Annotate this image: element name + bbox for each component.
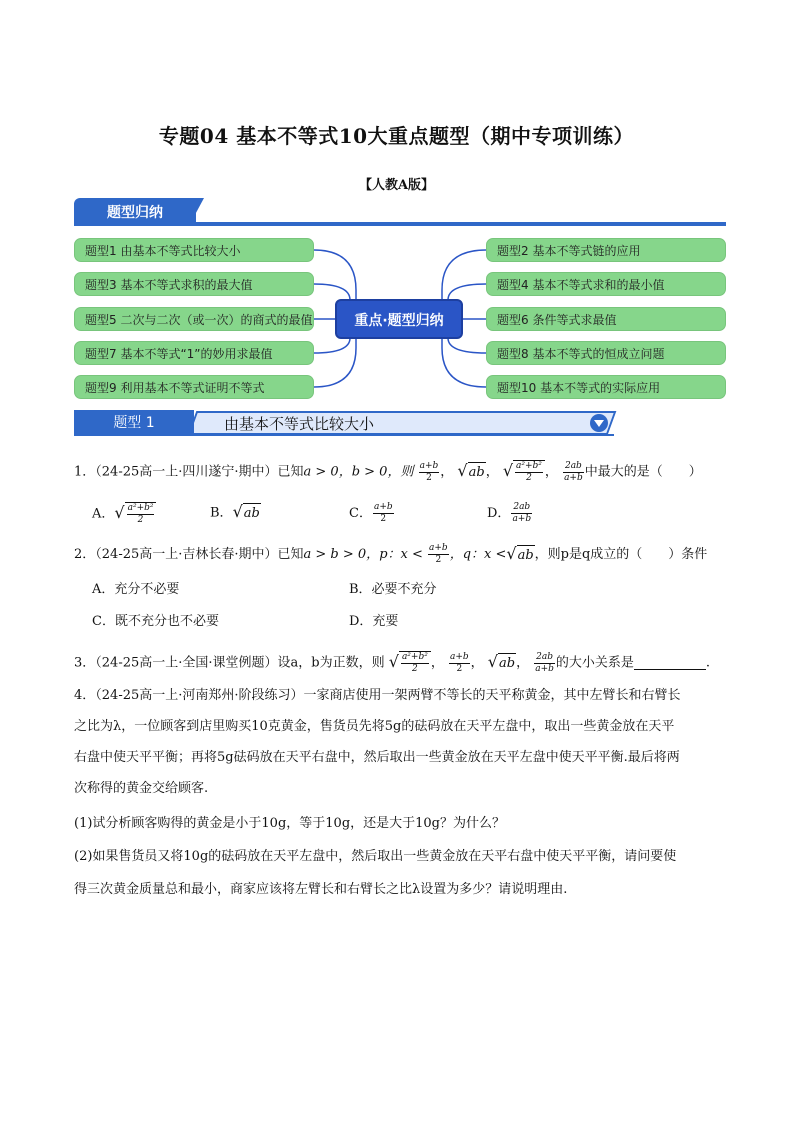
question-3: 3．（24-25高一上·全国·课堂例题）设a，b为正数，则 √ $\frac{\text{a²+b²}}{2}$ ， $\frac{a+b}{2}$ ， √ab， $\frac{2ab}{a+b}$ 的大小关系是 . [74, 651, 711, 674]
question-4-line-2: 之比为λ，一位顾客到店里购买10克黄金，售货员先将5g的砝码放在天平左盘中，取出一些黄金放在天平 [74, 719, 675, 734]
q2-option-b[interactable]: B．必要不充分 [349, 582, 437, 597]
topic-item-4[interactable]: 题型4 基本不等式求和的最小值 [486, 272, 726, 296]
q1-option-a[interactable]: A．√ $\frac{\text{a²+b²}}{2}$ [92, 502, 156, 526]
topic-item-7[interactable]: 题型7 基本不等式“1”的妙用求最值 [74, 341, 314, 365]
page-title: 专题04 基本不等式10大重点题型（期中专项训练） [158, 124, 635, 148]
q2-option-a[interactable]: A．充分不必要 [92, 582, 180, 597]
question-1: 1．（24-25高一上·四川遂宁·期中）已知a > 0，b > 0，则 $\frac{a+b}{2}$ ， √ab， √ $\frac{\text{a²+b²}}{2}$ ， $\frac{2ab}{a+b}$ 中最大的是（ ） [74, 460, 702, 483]
section-header-label: 题型归纳 [107, 205, 163, 221]
chevron-down-icon[interactable] [590, 414, 608, 432]
q1-option-c[interactable]: C． $\frac{a+b}{2}$ [349, 502, 393, 524]
question-4-line-1: 4．（24-25高一上·河南郑州·阶段练习）一家商店使用一架两臂不等长的天平称黄金，其中左臂长和右臂长 [74, 688, 681, 703]
question-4-line-4: 次称得的黄金交给顾客. [74, 781, 209, 796]
edition-label: 【人教A版】 [358, 178, 435, 193]
topic-item-10[interactable]: 题型10 基本不等式的实际应用 [486, 375, 726, 399]
topic-item-1[interactable]: 题型1 由基本不等式比较大小 [74, 238, 314, 262]
type-divider [74, 434, 614, 436]
mindmap-center: 重点·题型归纳 [335, 299, 463, 339]
topic-item-6[interactable]: 题型6 条件等式求最值 [486, 307, 726, 331]
q1-option-b[interactable]: B．√ab [210, 502, 261, 524]
q1-option-d[interactable]: D． $\frac{2ab}{a+b}$ [487, 502, 532, 524]
question-4-sub-1: (1)试分析顾客购得的黄金是小于10g，等于10g，还是大于10g？为什么？ [74, 816, 506, 831]
topic-item-5[interactable]: 题型5 二次与二次（或一次）的商式的最值 [74, 307, 314, 331]
q2-option-d[interactable]: D．充要 [349, 614, 399, 629]
question-4-sub-2b: 得三次黄金质量总和最小，商家应该将左臂长和右臂长之比λ设置为多少？请说明理由. [74, 882, 568, 897]
question-2: 2．（24-25高一上·吉林长春·期中）已知a > b > 0，p：x < $\frac{a+b}{2}$ ，q：x <√ab，则p是q成立的（ ）条件 [74, 543, 708, 565]
question-4-line-3: 右盘中使天平平衡；再将5g砝码放在天平右盘中，然后取出一些黄金放在天平左盘中使天平平衡.最后将两 [74, 750, 680, 765]
q2-option-c[interactable]: C．既不充分也不必要 [92, 614, 219, 629]
answer-blank[interactable] [634, 657, 706, 670]
topic-item-3[interactable]: 题型3 基本不等式求积的最大值 [74, 272, 314, 296]
topic-item-9[interactable]: 题型9 利用基本不等式证明不等式 [74, 375, 314, 399]
topic-item-2[interactable]: 题型2 基本不等式链的应用 [486, 238, 726, 262]
type-header [74, 410, 614, 436]
type-title: 由基本不等式比较大小 [224, 415, 375, 433]
type-tag: 题型 1 [74, 410, 194, 436]
question-4-sub-2a: (2)如果售货员又将10g的砝码放在天平左盘中，然后取出一些黄金放在天平右盘中使天平平衡，请问要使 [74, 849, 677, 864]
topic-item-8[interactable]: 题型8 基本不等式的恒成立问题 [486, 341, 726, 365]
